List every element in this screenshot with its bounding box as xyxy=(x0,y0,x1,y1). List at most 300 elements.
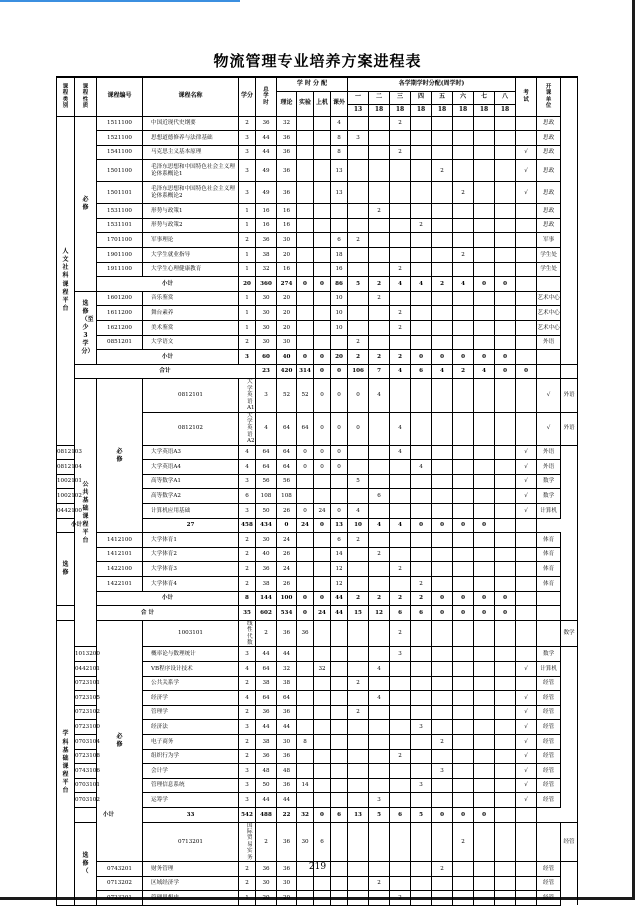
cell-sem3 xyxy=(390,576,411,591)
cell-experiment: 0 xyxy=(314,412,331,445)
cell-extracurricular: 0 xyxy=(314,807,331,822)
course-name: 管理信息系统 xyxy=(143,778,239,793)
table-row xyxy=(57,306,578,321)
cell-experiment: 0 xyxy=(297,350,314,365)
cell-sem5 xyxy=(432,233,453,248)
cell-sem8: 0 xyxy=(495,606,516,621)
cell-sem8 xyxy=(495,662,516,677)
cell-sem6 xyxy=(453,735,474,750)
cell-dept: 思政 xyxy=(537,182,561,204)
course-name: 组织行为学 xyxy=(143,749,239,764)
cell-computer: 24 xyxy=(297,518,314,533)
cell-sem7 xyxy=(474,891,495,906)
cell-sem8 xyxy=(495,248,516,263)
cell-sem6 xyxy=(453,291,474,306)
cell-extracurricular: 6 xyxy=(331,233,348,248)
course-name: 管理学 xyxy=(143,705,239,720)
course-name: 军事理论 xyxy=(143,233,239,248)
cell-credit: 3 xyxy=(239,647,256,662)
cell-exam xyxy=(516,676,537,691)
cell-computer xyxy=(314,489,331,504)
cell-extracurricular xyxy=(331,749,348,764)
cell-experiment: 0 xyxy=(297,591,314,606)
cell-sem1 xyxy=(348,160,369,182)
course-code: 1422100 xyxy=(97,562,143,577)
cell-sem3 xyxy=(390,876,411,891)
cell-sem7 xyxy=(474,160,495,182)
table-row xyxy=(57,160,578,182)
course-name: 概率论与数理统计 xyxy=(143,647,239,662)
cell-computer xyxy=(314,145,331,160)
cell-extracurricular xyxy=(331,891,348,906)
cell-total-hours: 20 xyxy=(256,891,277,906)
cell-sem4 xyxy=(411,116,432,131)
table-row xyxy=(57,876,578,891)
cell-theory: 36 xyxy=(277,182,297,204)
cell-computer xyxy=(314,749,331,764)
cell-sem1 xyxy=(348,262,369,277)
cell-dept: 经管 xyxy=(537,749,561,764)
course-name: 线性代数 xyxy=(239,620,256,647)
header-hour-allocation: 学 时 分 配 xyxy=(277,77,348,91)
cell-sem1 xyxy=(348,306,369,321)
nature-cell: 必修 xyxy=(97,620,143,861)
course-code: 1701100 xyxy=(97,233,143,248)
cell-total-hours: 64 xyxy=(256,691,277,706)
cell-total-hours: 38 xyxy=(256,576,277,591)
cell-experiment xyxy=(297,160,314,182)
cell-credit: 1 xyxy=(239,204,256,219)
cell-sem4 xyxy=(411,793,432,808)
course-code: 1511100 xyxy=(97,116,143,131)
table-row xyxy=(57,562,578,577)
cell-sem4 xyxy=(432,412,453,445)
course-code: 1013200 xyxy=(75,647,97,662)
cell-extracurricular xyxy=(331,764,348,779)
cell-computer xyxy=(314,876,331,891)
cell-computer xyxy=(314,160,331,182)
course-name: 管理思想史 xyxy=(143,891,239,906)
cell-sem8 xyxy=(495,720,516,735)
cell-theory: 48 xyxy=(277,764,297,779)
cell-total-hours: 36 xyxy=(277,620,297,647)
cell-sem7: 0 xyxy=(453,807,474,822)
cell-extracurricular xyxy=(331,705,348,720)
cell-sem3: 2 xyxy=(390,591,411,606)
cell-credit: 1 xyxy=(239,262,256,277)
cell-computer: 0 xyxy=(314,460,331,475)
cell-sem1 xyxy=(348,562,369,577)
cell-computer xyxy=(314,547,331,562)
cell-dept: 经管 xyxy=(537,876,561,891)
table-row xyxy=(57,218,578,233)
header-weeks: 13 xyxy=(348,104,369,116)
cell-dept: 学生处 xyxy=(537,262,561,277)
cell-credit: 4 xyxy=(256,412,277,445)
cell-dept: 艺术中心 xyxy=(537,291,561,306)
cell-sem3 xyxy=(390,764,411,779)
cell-sem2 xyxy=(369,562,390,577)
cell-experiment xyxy=(297,489,314,504)
cell-extracurricular: 0 xyxy=(314,518,331,533)
cell-extracurricular: 0 xyxy=(348,379,369,412)
cell-experiment: 8 xyxy=(297,735,314,750)
cell-total-hours: 38 xyxy=(256,735,277,750)
cell-sem8 xyxy=(495,145,516,160)
cell-computer xyxy=(331,620,348,647)
cell-sem5 xyxy=(432,891,453,906)
course-code: 0812104 xyxy=(57,460,75,475)
cell-sem6 xyxy=(453,547,474,562)
cell-credit: 3 xyxy=(239,182,256,204)
cell-sem4 xyxy=(411,445,432,460)
cell-sem2 xyxy=(369,335,390,350)
cell-computer xyxy=(314,735,331,750)
cell-sem2: 4 xyxy=(390,412,411,445)
header-theory: 理论 xyxy=(277,91,297,116)
cell-total-hours: 420 xyxy=(277,364,297,379)
cell-theory: 44 xyxy=(277,793,297,808)
table-row xyxy=(57,116,578,131)
cell-credit: 3 xyxy=(239,350,256,365)
table-row xyxy=(57,321,578,336)
cell-theory: 434 xyxy=(256,518,277,533)
cell-dept: 经管 xyxy=(537,735,561,750)
cell-sem8 xyxy=(516,620,537,647)
cell-computer xyxy=(314,891,331,906)
cell-exam xyxy=(516,533,537,548)
cell-computer xyxy=(314,204,331,219)
cell-sem1: 4 xyxy=(369,379,390,412)
course-code: 1002101 xyxy=(57,474,75,489)
cell-credit: 1 xyxy=(239,321,256,336)
cell-dept: 体育 xyxy=(537,562,561,577)
cell-sem5 xyxy=(432,876,453,891)
header-semester: 五 xyxy=(432,91,453,104)
course-code: 0442101 xyxy=(75,662,97,677)
cell-sem2 xyxy=(390,379,411,412)
cell-extracurricular xyxy=(331,335,348,350)
cell-sem2: 2 xyxy=(369,350,390,365)
cell-sem6: 2 xyxy=(453,248,474,263)
cell-sem4 xyxy=(411,676,432,691)
header-semester: 八 xyxy=(495,91,516,104)
subtotal-label: 小计 xyxy=(57,518,97,533)
cell-sem4: 4 xyxy=(432,364,453,379)
course-code: 1003101 xyxy=(143,620,239,647)
cell-experiment xyxy=(297,720,314,735)
cell-extracurricular xyxy=(331,735,348,750)
cell-theory: 36 xyxy=(277,749,297,764)
cell-exam: √ xyxy=(516,720,537,735)
cell-sem1 xyxy=(348,891,369,906)
cell-sem3: 3 xyxy=(390,647,411,662)
cell-exam: √ xyxy=(516,735,537,750)
cell-sem4 xyxy=(411,533,432,548)
cell-sem8 xyxy=(516,822,537,862)
cell-experiment xyxy=(297,562,314,577)
cell-sem6 xyxy=(453,504,474,519)
cell-computer xyxy=(314,321,331,336)
cell-extracurricular xyxy=(331,720,348,735)
cell-sem2: 2 xyxy=(369,291,390,306)
cell-sem5 xyxy=(432,662,453,677)
cell-sem2: 2 xyxy=(369,547,390,562)
table-row xyxy=(57,233,578,248)
cell-experiment: 22 xyxy=(277,807,297,822)
table-header xyxy=(57,77,578,116)
cell-sem1 xyxy=(348,876,369,891)
cell-experiment: 0 xyxy=(297,504,314,519)
cell-sem1 xyxy=(348,778,369,793)
cell-experiment xyxy=(297,891,314,906)
cell-sem7: 0 xyxy=(495,364,516,379)
cell-sem5: 2 xyxy=(432,160,453,182)
cell-computer: 0 xyxy=(314,350,331,365)
cell-sem3: 6 xyxy=(390,606,411,621)
cell-sem4 xyxy=(411,262,432,277)
cell-sem1 xyxy=(348,218,369,233)
total-label: 合计 xyxy=(75,364,256,379)
cell-sem1 xyxy=(348,182,369,204)
cell-sem7 xyxy=(474,533,495,548)
course-code: 1621200 xyxy=(97,321,143,336)
cell-sem7 xyxy=(474,131,495,146)
cell-sem1 xyxy=(348,749,369,764)
cell-sem5: 2 xyxy=(432,735,453,750)
subtotal-label: 小计 xyxy=(97,591,239,606)
course-code: 0703101 xyxy=(75,778,97,793)
course-name: 大学体育4 xyxy=(143,576,239,591)
cell-computer xyxy=(314,291,331,306)
cell-sem6: 0 xyxy=(432,518,453,533)
nature-cell: 必修 xyxy=(97,379,143,533)
cell-dept: 思政 xyxy=(537,145,561,160)
cell-sem4 xyxy=(432,822,453,862)
cell-sem6 xyxy=(453,306,474,321)
cell-credit: 1 xyxy=(239,891,256,906)
cell-dept: 思政 xyxy=(537,218,561,233)
category-cell: 人文社科课程平台 xyxy=(57,116,75,445)
cell-computer xyxy=(314,705,331,720)
cell-computer: 32 xyxy=(297,807,314,822)
cell-sem5: 2 xyxy=(453,822,474,862)
cell-sem6: 0 xyxy=(432,807,453,822)
course-name: 形势与政策2 xyxy=(143,218,239,233)
cell-sem3 xyxy=(390,248,411,263)
cell-sem3: 6 xyxy=(411,364,432,379)
course-name: 电子商务 xyxy=(143,735,239,750)
cell-total-hours: 108 xyxy=(256,489,277,504)
cell-credit: 2 xyxy=(256,620,277,647)
cell-sem2 xyxy=(369,504,390,519)
cell-computer xyxy=(314,262,331,277)
cell-sem3 xyxy=(411,379,432,412)
cell-sem2 xyxy=(369,705,390,720)
cell-experiment xyxy=(297,547,314,562)
cell-sem3 xyxy=(390,504,411,519)
course-name: 运筹学 xyxy=(143,793,239,808)
cell-sem6 xyxy=(453,460,474,475)
cell-sem5 xyxy=(432,547,453,562)
course-name: 大学生就业指导 xyxy=(143,248,239,263)
table-body xyxy=(57,116,578,905)
header-category: 课程类别 xyxy=(57,77,75,116)
cell-sem8 xyxy=(495,460,516,475)
cell-sem3: 2 xyxy=(390,262,411,277)
cell-sem2 xyxy=(369,116,390,131)
cell-experiment xyxy=(297,204,314,219)
cell-exam: √ xyxy=(516,691,537,706)
cell-dept: 计算机 xyxy=(537,662,561,677)
cell-credit: 2 xyxy=(239,533,256,548)
header-total-hours: 总学时 xyxy=(256,77,277,116)
cell-extracurricular xyxy=(331,778,348,793)
cell-sem7 xyxy=(474,306,495,321)
cell-theory: 64 xyxy=(297,412,314,445)
cell-sem3: 5 xyxy=(369,807,390,822)
cell-computer: 0 xyxy=(331,412,348,445)
course-name: 思想道德修养与法律基础 xyxy=(143,131,239,146)
cell-theory: 16 xyxy=(277,204,297,219)
cell-sem4 xyxy=(411,891,432,906)
cell-sem8 xyxy=(495,793,516,808)
cell-sem3 xyxy=(390,182,411,204)
header-nature: 课程性质 xyxy=(75,77,97,116)
cell-sem4 xyxy=(411,131,432,146)
cell-dept: 外语 xyxy=(537,445,561,460)
cell-sem8: 0 xyxy=(474,518,495,533)
cell-exam: √ xyxy=(516,445,537,460)
cell-total-hours: 50 xyxy=(256,778,277,793)
table-row xyxy=(57,620,578,647)
cell-sem5 xyxy=(432,778,453,793)
header-weeks: 18 xyxy=(474,104,495,116)
cell-computer: 24 xyxy=(314,504,331,519)
cell-sem5: 3 xyxy=(432,764,453,779)
cell-sem1 xyxy=(348,735,369,750)
cell-dept xyxy=(537,277,561,292)
cell-sem3 xyxy=(390,533,411,548)
cell-credit: 33 xyxy=(143,807,239,822)
cell-computer xyxy=(314,676,331,691)
cell-sem6: 2 xyxy=(453,182,474,204)
header-weeks: 18 xyxy=(432,104,453,116)
cell-sem7 xyxy=(474,547,495,562)
cell-sem3 xyxy=(411,412,432,445)
cell-sem3: 4 xyxy=(390,445,411,460)
cell-credit: 35 xyxy=(239,606,256,621)
cell-sem2 xyxy=(369,533,390,548)
cell-extracurricular: 4 xyxy=(331,116,348,131)
cell-dept: 经管 xyxy=(537,691,561,706)
cell-dept: 思政 xyxy=(537,116,561,131)
cell-extracurricular: 44 xyxy=(331,591,348,606)
cell-sem1 xyxy=(348,248,369,263)
cell-sem5 xyxy=(432,720,453,735)
cell-exam: √ xyxy=(516,160,537,182)
course-code: 1531101 xyxy=(97,218,143,233)
course-name: 高等数学A2 xyxy=(143,489,239,504)
cell-credit: 23 xyxy=(256,364,277,379)
cell-sem1: 2 xyxy=(348,676,369,691)
cell-sem8 xyxy=(495,749,516,764)
cell-sem2: 2 xyxy=(369,277,390,292)
cell-total-hours: 64 xyxy=(256,662,277,677)
cell-sem2 xyxy=(369,160,390,182)
cell-dept: 数学 xyxy=(561,620,578,647)
cell-sem8 xyxy=(516,412,537,445)
cell-sem6 xyxy=(474,379,495,412)
cell-sem6 xyxy=(453,218,474,233)
cell-total-hours: 16 xyxy=(256,218,277,233)
cell-extracurricular xyxy=(331,489,348,504)
cell-exam xyxy=(516,876,537,891)
cell-sem1: 2 xyxy=(348,350,369,365)
cell-theory: 26 xyxy=(277,547,297,562)
cell-sem2 xyxy=(369,306,390,321)
cell-sem3 xyxy=(390,335,411,350)
cell-sem1 xyxy=(369,412,390,445)
cell-sem4: 2 xyxy=(411,218,432,233)
cell-sem3 xyxy=(390,691,411,706)
cell-sem2 xyxy=(369,647,390,662)
cell-extracurricular: 0 xyxy=(348,412,369,445)
cell-sem8 xyxy=(495,691,516,706)
cell-computer: 0 xyxy=(314,445,331,460)
cell-sem4 xyxy=(411,145,432,160)
cell-sem4 xyxy=(411,233,432,248)
course-code: 0703104 xyxy=(75,735,97,750)
cell-computer: 0 xyxy=(314,591,331,606)
cell-extracurricular: 0 xyxy=(331,460,348,475)
cell-extracurricular: 6 xyxy=(331,533,348,548)
cell-sem3 xyxy=(411,822,432,862)
category-cell: 公共基础课程平台 xyxy=(75,379,97,647)
page-number: 219 xyxy=(308,862,327,872)
cell-sem2 xyxy=(390,822,411,862)
cell-sem8: 0 xyxy=(495,350,516,365)
cell-sem4 xyxy=(411,764,432,779)
cell-credit: 2 xyxy=(239,233,256,248)
cell-total-hours: 30 xyxy=(256,306,277,321)
cell-sem2 xyxy=(369,474,390,489)
cell-dept: 数学 xyxy=(537,647,561,662)
cell-sem6 xyxy=(474,822,495,862)
cell-sem3: 2 xyxy=(390,350,411,365)
cell-sem3 xyxy=(390,291,411,306)
cell-sem1: 2 xyxy=(348,233,369,248)
cell-sem1 xyxy=(348,691,369,706)
cell-extracurricular: 12 xyxy=(331,576,348,591)
course-name: 大学体育3 xyxy=(143,562,239,577)
cell-dept: 计算机 xyxy=(537,504,561,519)
cell-dept: 思政 xyxy=(537,131,561,146)
cell-sem6 xyxy=(453,131,474,146)
cell-sem2: 2 xyxy=(369,876,390,891)
cell-computer xyxy=(314,474,331,489)
header-weeks: 18 xyxy=(411,104,432,116)
cell-experiment: 0 xyxy=(277,518,297,533)
cell-sem7 xyxy=(474,676,495,691)
table-row xyxy=(57,576,578,591)
table-row xyxy=(57,145,578,160)
cell-exam xyxy=(516,576,537,591)
cell-exam: √ xyxy=(537,412,561,445)
cell-dept: 经管 xyxy=(537,891,561,906)
course-code: 0743106 xyxy=(75,764,97,779)
cell-sem5 xyxy=(432,291,453,306)
